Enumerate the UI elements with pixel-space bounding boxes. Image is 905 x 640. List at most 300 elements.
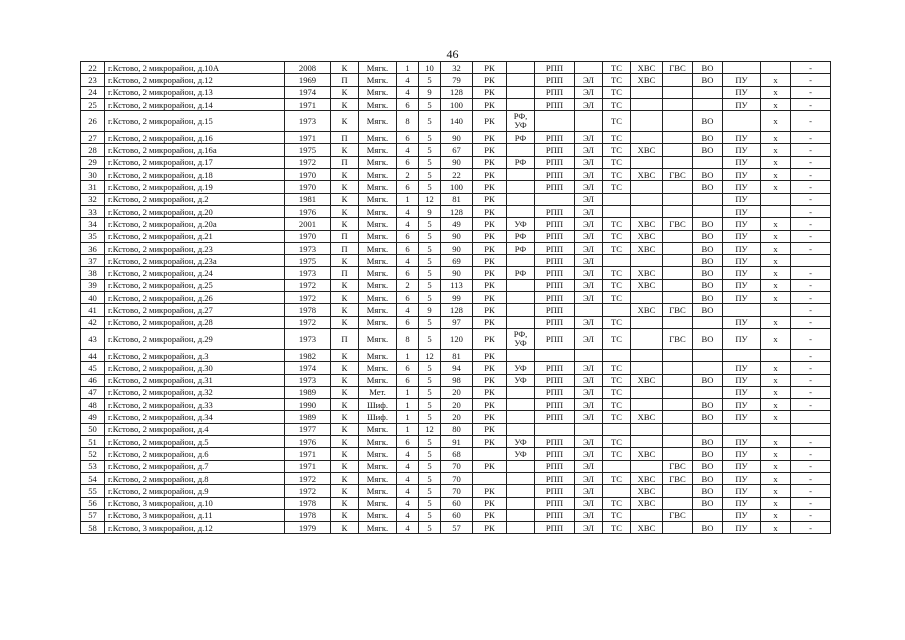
table-row (81, 349, 831, 361)
cell-row-number: 27 (81, 132, 105, 144)
cell-entrances: 2 (397, 279, 419, 291)
cell-roof-type: Мягк. (359, 448, 397, 460)
cell-apartments: 79 (441, 74, 473, 86)
table-row (81, 205, 831, 217)
cell-pu: ПУ (723, 279, 761, 291)
cell-apartments: 100 (441, 98, 473, 110)
cell-pu: ПУ (723, 522, 761, 534)
cell-build-year: 1971 (285, 98, 331, 110)
cell-pu: ПУ (723, 485, 761, 497)
cell-cold-water: ХВС (631, 374, 663, 386)
table-row (81, 304, 831, 316)
cell-dash (791, 411, 831, 423)
cell-control-rk: РК (473, 242, 507, 254)
cell-row-number: 31 (81, 181, 105, 193)
cell-dash: - (791, 74, 831, 86)
cell-wall-material: П (331, 74, 359, 86)
cell-row-number: 30 (81, 169, 105, 181)
cell-hot-water (663, 436, 693, 448)
cell-wall-material: К (331, 86, 359, 98)
cell-entrances: 1 (397, 62, 419, 74)
cell-control-rf-uf: УФ (507, 436, 535, 448)
cell-row-number: 35 (81, 230, 105, 242)
cell-apartments: 81 (441, 349, 473, 361)
cell-pu: ПУ (723, 448, 761, 460)
cell-build-year: 1989 (285, 411, 331, 423)
cell-control-rk: РК (473, 374, 507, 386)
cell-entrances: 4 (397, 509, 419, 521)
cell-floors: 5 (419, 509, 441, 521)
cell-electric: ЭЛ (575, 193, 603, 205)
cell-row-number: 58 (81, 522, 105, 534)
cell-hot-water (663, 316, 693, 328)
cell-rpp (535, 349, 575, 361)
cell-wall-material: К (331, 509, 359, 521)
cell-wall-material: К (331, 304, 359, 316)
cell-entrances: 4 (397, 144, 419, 156)
cell-mark: х (761, 362, 791, 374)
cell-control-rk: РК (473, 230, 507, 242)
cell-build-year: 1973 (285, 267, 331, 279)
cell-rpp: РПП (535, 485, 575, 497)
cell-roof-type: Шиф. (359, 411, 397, 423)
cell-address: г.Кстово, 2 микрорайон, д.18 (105, 169, 285, 181)
cell-hot-water: ГВС (663, 62, 693, 74)
cell-address: г.Кстово, 2 микрорайон, д.16 (105, 132, 285, 144)
cell-entrances: 2 (397, 169, 419, 181)
table-row (81, 181, 831, 193)
cell-control-rk: РК (473, 399, 507, 411)
cell-floors: 5 (419, 267, 441, 279)
cell-build-year: 1972 (285, 292, 331, 304)
cell-rpp: РПП (535, 98, 575, 110)
cell-roof-type: Мягк. (359, 374, 397, 386)
cell-pu: ПУ (723, 205, 761, 217)
cell-drainage: ВО (693, 436, 723, 448)
cell-hot-water (663, 292, 693, 304)
table-row (81, 86, 831, 98)
cell-floors: 9 (419, 304, 441, 316)
cell-dash: - (791, 399, 831, 411)
cell-control-rk: РК (473, 86, 507, 98)
table-row (81, 156, 831, 168)
cell-cold-water: ХВС (631, 62, 663, 74)
cell-mark (761, 349, 791, 361)
cell-heating: ТС (603, 292, 631, 304)
cell-mark: х (761, 316, 791, 328)
cell-entrances: 6 (397, 374, 419, 386)
cell-wall-material: К (331, 399, 359, 411)
cell-pu: ПУ (723, 411, 761, 423)
cell-cold-water: ХВС (631, 411, 663, 423)
cell-heating (603, 205, 631, 217)
table-row (81, 267, 831, 279)
cell-mark: х (761, 436, 791, 448)
cell-control-rf-uf (507, 62, 535, 74)
cell-entrances: 6 (397, 242, 419, 254)
cell-cold-water: ХВС (631, 522, 663, 534)
cell-floors: 5 (419, 98, 441, 110)
table-row (81, 522, 831, 534)
cell-row-number: 29 (81, 156, 105, 168)
cell-hot-water (663, 349, 693, 361)
cell-drainage (693, 156, 723, 168)
cell-entrances: 4 (397, 86, 419, 98)
cell-build-year: 1970 (285, 181, 331, 193)
cell-control-rf-uf: РФ (507, 132, 535, 144)
cell-roof-type: Шиф. (359, 399, 397, 411)
cell-roof-type: Мягк. (359, 193, 397, 205)
cell-control-rk: РК (473, 255, 507, 267)
table-row (81, 497, 831, 509)
cell-control-rk: РК (473, 497, 507, 509)
cell-control-rf-uf (507, 349, 535, 361)
cell-pu: ПУ (723, 98, 761, 110)
cell-mark: х (761, 472, 791, 484)
cell-dash: - (791, 316, 831, 328)
cell-apartments: 49 (441, 218, 473, 230)
cell-electric (575, 423, 603, 435)
cell-control-rf-uf (507, 316, 535, 328)
cell-electric (575, 111, 603, 132)
cell-apartments: 113 (441, 279, 473, 291)
cell-dash: - (791, 374, 831, 386)
cell-control-rk: РК (473, 328, 507, 349)
cell-rpp: РПП (535, 436, 575, 448)
cell-cold-water (631, 86, 663, 98)
cell-row-number: 55 (81, 485, 105, 497)
cell-entrances: 1 (397, 399, 419, 411)
cell-roof-type: Мягк. (359, 86, 397, 98)
cell-control-rk (473, 448, 507, 460)
cell-hot-water: ГВС (663, 304, 693, 316)
cell-hot-water (663, 386, 693, 398)
cell-address: г.Кстово, 2 микрорайон, д.24 (105, 267, 285, 279)
cell-entrances: 6 (397, 181, 419, 193)
cell-mark: х (761, 411, 791, 423)
cell-control-rk: РК (473, 292, 507, 304)
cell-dash: - (791, 292, 831, 304)
cell-address: г.Кстово, 2 микрорайон, д.17 (105, 156, 285, 168)
cell-drainage: ВО (693, 292, 723, 304)
cell-control-rk: РК (473, 181, 507, 193)
cell-entrances: 1 (397, 411, 419, 423)
cell-control-rf-uf (507, 86, 535, 98)
cell-rpp: РПП (535, 460, 575, 472)
cell-dash: - (791, 436, 831, 448)
cell-mark: х (761, 267, 791, 279)
cell-row-number: 24 (81, 86, 105, 98)
cell-cold-water (631, 205, 663, 217)
cell-hot-water (663, 98, 693, 110)
cell-drainage (693, 193, 723, 205)
cell-rpp: РПП (535, 472, 575, 484)
cell-cold-water: ХВС (631, 267, 663, 279)
cell-apartments: 97 (441, 316, 473, 328)
cell-rpp: РПП (535, 411, 575, 423)
cell-floors: 5 (419, 181, 441, 193)
cell-drainage: ВО (693, 230, 723, 242)
cell-apartments: 94 (441, 362, 473, 374)
cell-mark: х (761, 218, 791, 230)
cell-mark: х (761, 448, 791, 460)
cell-mark: х (761, 144, 791, 156)
cell-cold-water (631, 509, 663, 521)
cell-hot-water (663, 448, 693, 460)
cell-floors: 5 (419, 386, 441, 398)
cell-address: г.Кстово, 2 микрорайон, д.32 (105, 386, 285, 398)
cell-dash: - (791, 156, 831, 168)
cell-hot-water (663, 205, 693, 217)
cell-wall-material: П (331, 328, 359, 349)
cell-entrances: 1 (397, 386, 419, 398)
cell-mark: х (761, 374, 791, 386)
table-row (81, 423, 831, 435)
cell-address: г.Кстово, 2 микрорайон, д.8 (105, 472, 285, 484)
cell-entrances: 4 (397, 255, 419, 267)
cell-build-year: 1978 (285, 497, 331, 509)
cell-drainage: ВО (693, 111, 723, 132)
cell-control-rk: РК (473, 460, 507, 472)
cell-control-rk: РК (473, 144, 507, 156)
cell-entrances: 1 (397, 349, 419, 361)
cell-cold-water (631, 292, 663, 304)
cell-roof-type: Мягк. (359, 218, 397, 230)
cell-control-rk: РК (473, 62, 507, 74)
cell-rpp: РПП (535, 242, 575, 254)
cell-pu: ПУ (723, 399, 761, 411)
cell-drainage (693, 509, 723, 521)
cell-electric: ЭЛ (575, 460, 603, 472)
cell-cold-water (631, 349, 663, 361)
cell-control-rf-uf: РФ, УФ (507, 111, 535, 132)
cell-cold-water: ХВС (631, 304, 663, 316)
cell-rpp: РПП (535, 304, 575, 316)
cell-wall-material: К (331, 279, 359, 291)
cell-entrances: 4 (397, 74, 419, 86)
cell-rpp: РПП (535, 362, 575, 374)
cell-row-number: 36 (81, 242, 105, 254)
cell-apartments: 67 (441, 144, 473, 156)
cell-roof-type: Мягк. (359, 205, 397, 217)
cell-mark: х (761, 292, 791, 304)
cell-wall-material: К (331, 292, 359, 304)
cell-dash: - (791, 193, 831, 205)
cell-roof-type: Мягк. (359, 362, 397, 374)
cell-control-rf-uf: УФ (507, 362, 535, 374)
cell-heating: ТС (603, 472, 631, 484)
cell-dash: - (791, 522, 831, 534)
cell-cold-water: ХВС (631, 485, 663, 497)
cell-drainage (693, 386, 723, 398)
cell-entrances: 4 (397, 522, 419, 534)
cell-entrances: 4 (397, 205, 419, 217)
cell-control-rf-uf: УФ (507, 374, 535, 386)
cell-apartments: 90 (441, 242, 473, 254)
cell-control-rf-uf (507, 279, 535, 291)
cell-control-rf-uf (507, 497, 535, 509)
table-row (81, 509, 831, 521)
cell-pu: ПУ (723, 132, 761, 144)
cell-wall-material: П (331, 132, 359, 144)
cell-control-rf-uf (507, 509, 535, 521)
cell-pu: ПУ (723, 374, 761, 386)
cell-row-number: 45 (81, 362, 105, 374)
table-row (81, 230, 831, 242)
cell-drainage: ВО (693, 448, 723, 460)
cell-control-rf-uf: УФ (507, 448, 535, 460)
cell-wall-material: К (331, 497, 359, 509)
cell-heating: ТС (603, 230, 631, 242)
cell-control-rk: РК (473, 74, 507, 86)
cell-mark: х (761, 509, 791, 521)
cell-floors: 9 (419, 86, 441, 98)
housing-table (80, 61, 831, 534)
cell-heating: ТС (603, 362, 631, 374)
cell-rpp: РПП (535, 255, 575, 267)
cell-apartments: 100 (441, 181, 473, 193)
cell-address: г.Кстово, 2 микрорайон, д.14 (105, 98, 285, 110)
table-row (81, 193, 831, 205)
cell-entrances: 1 (397, 423, 419, 435)
cell-wall-material: К (331, 181, 359, 193)
cell-control-rf-uf (507, 485, 535, 497)
cell-drainage: ВО (693, 399, 723, 411)
cell-row-number: 52 (81, 448, 105, 460)
cell-address: г.Кстово, 2 микрорайон, д.12 (105, 74, 285, 86)
cell-control-rf-uf (507, 423, 535, 435)
cell-electric (575, 349, 603, 361)
cell-build-year: 1978 (285, 304, 331, 316)
cell-build-year: 1973 (285, 111, 331, 132)
cell-address: г.Кстово, 2 микрорайон, д.7 (105, 460, 285, 472)
cell-drainage (693, 205, 723, 217)
cell-row-number: 34 (81, 218, 105, 230)
cell-wall-material: К (331, 386, 359, 398)
cell-hot-water (663, 230, 693, 242)
cell-mark: х (761, 156, 791, 168)
cell-rpp: РПП (535, 399, 575, 411)
cell-floors: 5 (419, 436, 441, 448)
cell-control-rf-uf (507, 144, 535, 156)
cell-pu: ПУ (723, 218, 761, 230)
cell-build-year: 1970 (285, 230, 331, 242)
cell-build-year: 1972 (285, 472, 331, 484)
cell-heating: ТС (603, 98, 631, 110)
cell-apartments: 70 (441, 472, 473, 484)
cell-address: г.Кстово, 2 микрорайон, д.19 (105, 181, 285, 193)
cell-rpp: РПП (535, 156, 575, 168)
cell-rpp: РПП (535, 292, 575, 304)
cell-heating: ТС (603, 386, 631, 398)
cell-roof-type: Мягк. (359, 144, 397, 156)
cell-dash: - (791, 242, 831, 254)
cell-apartments: 81 (441, 193, 473, 205)
cell-dash: - (791, 218, 831, 230)
cell-cold-water (631, 255, 663, 267)
cell-cold-water: ХВС (631, 242, 663, 254)
cell-hot-water (663, 399, 693, 411)
cell-row-number: 32 (81, 193, 105, 205)
cell-electric: ЭЛ (575, 374, 603, 386)
cell-wall-material: П (331, 156, 359, 168)
cell-address: г.Кстово, 2 микрорайон, д.6 (105, 448, 285, 460)
cell-control-rf-uf (507, 98, 535, 110)
table-row (81, 472, 831, 484)
cell-apartments: 70 (441, 485, 473, 497)
cell-floors: 5 (419, 230, 441, 242)
cell-heating: ТС (603, 181, 631, 193)
cell-hot-water (663, 86, 693, 98)
cell-mark: х (761, 242, 791, 254)
cell-row-number: 23 (81, 74, 105, 86)
cell-row-number: 22 (81, 62, 105, 74)
cell-build-year: 1989 (285, 386, 331, 398)
cell-roof-type: Мягк. (359, 74, 397, 86)
cell-apartments: 91 (441, 436, 473, 448)
cell-control-rk: РК (473, 386, 507, 398)
cell-build-year: 1972 (285, 485, 331, 497)
cell-pu (723, 304, 761, 316)
cell-floors: 5 (419, 448, 441, 460)
cell-cold-water: ХВС (631, 230, 663, 242)
cell-cold-water: ХВС (631, 448, 663, 460)
cell-drainage: ВО (693, 304, 723, 316)
cell-hot-water: ГВС (663, 218, 693, 230)
cell-hot-water (663, 267, 693, 279)
cell-pu: ПУ (723, 362, 761, 374)
cell-entrances: 6 (397, 98, 419, 110)
cell-dash: - (791, 448, 831, 460)
table-row (81, 448, 831, 460)
cell-floors: 5 (419, 399, 441, 411)
cell-floors: 5 (419, 132, 441, 144)
cell-row-number: 42 (81, 316, 105, 328)
cell-control-rf-uf (507, 472, 535, 484)
cell-address: г.Кстово, 2 микрорайон, д.9 (105, 485, 285, 497)
cell-drainage: ВО (693, 74, 723, 86)
cell-address: г.Кстово, 2 микрорайон, д.25 (105, 279, 285, 291)
cell-entrances: 4 (397, 448, 419, 460)
cell-pu: ПУ (723, 328, 761, 349)
cell-entrances: 4 (397, 460, 419, 472)
cell-mark (761, 62, 791, 74)
cell-dash: - (791, 279, 831, 291)
cell-pu: ПУ (723, 509, 761, 521)
cell-drainage: ВО (693, 144, 723, 156)
cell-wall-material: К (331, 522, 359, 534)
cell-dash: - (791, 169, 831, 181)
cell-dash: - (791, 111, 831, 132)
cell-mark: х (761, 460, 791, 472)
cell-row-number: 43 (81, 328, 105, 349)
cell-heating: ТС (603, 497, 631, 509)
cell-hot-water (663, 362, 693, 374)
cell-drainage (693, 362, 723, 374)
cell-wall-material: К (331, 144, 359, 156)
cell-control-rf-uf (507, 74, 535, 86)
cell-wall-material: К (331, 316, 359, 328)
cell-apartments: 20 (441, 411, 473, 423)
cell-heating: ТС (603, 374, 631, 386)
cell-mark: х (761, 132, 791, 144)
cell-cold-water (631, 386, 663, 398)
cell-row-number: 54 (81, 472, 105, 484)
cell-address: г.Кстово, 2 микрорайон, д.27 (105, 304, 285, 316)
cell-electric: ЭЛ (575, 218, 603, 230)
cell-entrances: 4 (397, 497, 419, 509)
cell-address: г.Кстово, 2 микрорайон, д.23 (105, 242, 285, 254)
